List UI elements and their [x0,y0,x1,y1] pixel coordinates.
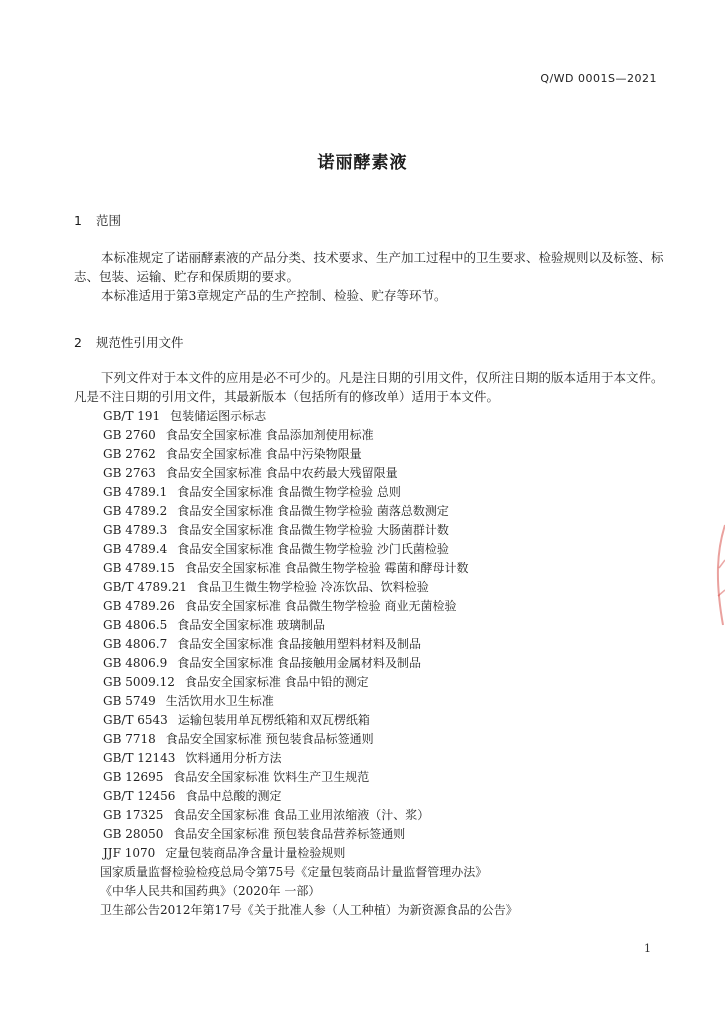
reference-title: 食品安全国家标准 食品微生物学检验 霉菌和酵母计数 [184,561,469,575]
section-1-body [74,248,664,305]
reference-code: GB 4789.26 [103,599,175,613]
reference-code: GB/T 12456 [103,789,176,803]
reference-title: 食品安全国家标准 食品微生物学检验 大肠菌群计数 [177,523,449,537]
section-1-number: 1 [74,213,82,228]
other-reference-list [100,863,518,920]
reference-code: GB/T 12143 [103,751,176,765]
reference-item [103,597,468,616]
reference-title: 食品安全国家标准 预包装食品标签通则 [165,732,374,746]
reference-code: GB 2760 [103,428,156,442]
reference-item [103,673,468,692]
reference-code: GB 12695 [103,770,164,784]
reference-item [103,426,468,445]
reference-title: 食品卫生微生物学检验 冷冻饮品、饮料检验 [196,580,429,594]
reference-item [103,806,468,825]
reference-item [103,483,468,502]
reference-title: 食品安全国家标准 食品接触用金属材料及制品 [177,656,422,670]
reference-title: 食品安全国家标准 食品微生物学检验 菌落总数测定 [177,504,449,518]
reference-code: GB/T 191 [103,409,161,423]
reference-item [103,711,468,730]
reference-item [103,616,468,635]
reference-code: GB 4789.1 [103,485,168,499]
reference-item [103,654,468,673]
section-1-title: 范围 [96,213,122,228]
reference-code: GB 28050 [103,827,164,841]
reference-item [103,844,468,863]
section-2-intro-text: 下列文件对于本文件的应用是必不可少的。凡是注日期的引用文件，仅所注日期的版本适用于本文件。凡是不注日期的引用文件，其最新版本（包括所有的修改单）适用于本文件。 [74,370,664,404]
reference-code: GB 5009.12 [103,675,175,689]
reference-title: 饮料通用分析方法 [185,751,282,765]
reference-code: JJF 1070 [103,846,156,860]
reference-item [103,787,468,806]
reference-code: GB 7718 [103,732,156,746]
reference-list [103,407,468,863]
document-title: 诺丽酵素液 [317,153,408,173]
section-2-intro [74,368,664,406]
reference-code: GB 4806.7 [103,637,168,651]
reference-title: 定量包装商品净含量计量检验规则 [165,846,346,860]
reference-title: 食品安全国家标准 食品中铅的测定 [184,675,369,689]
reference-title: 食品安全国家标准 食品微生物学检验 商业无菌检验 [184,599,457,613]
section-2-title: 规范性引用文件 [96,335,184,350]
reference-title: 食品安全国家标准 预包装食品营养标签通则 [173,827,406,841]
reference-title: 食品安全国家标准 食品微生物学检验 总则 [177,485,401,499]
reference-item [103,768,468,787]
reference-code: GB 5749 [103,694,156,708]
section-1-heading [74,211,121,229]
reference-item [103,445,468,464]
reference-title: 食品安全国家标准 玻璃制品 [177,618,326,632]
reference-code: GB 4789.15 [103,561,175,575]
red-seal-stamp-fragment [711,520,725,630]
reference-code: GB 4806.5 [103,618,168,632]
reference-code: GB/T 4789.21 [103,580,187,594]
other-reference-item: 国家质量监督检验检疫总局令第75号《定量包装商品计量监督管理办法》 [100,865,488,879]
reference-item [103,521,468,540]
reference-item [103,730,468,749]
reference-title: 食品安全国家标准 食品中农药最大残留限量 [165,466,398,480]
document-code: Q/WD 0001S—2021 [540,72,657,85]
reference-item [103,692,468,711]
reference-item [103,825,468,844]
reference-title: 食品安全国家标准 食品中污染物限量 [165,447,362,461]
reference-code: GB 2763 [103,466,156,480]
reference-item [103,464,468,483]
reference-item [103,559,468,578]
other-reference-item: 卫生部公告2012年第17号《关于批准人参（人工种植）为新资源食品的公告》 [100,903,518,917]
reference-item [103,407,468,426]
reference-title: 运输包装用单瓦楞纸箱和双瓦楞纸箱 [177,713,370,727]
reference-code: GB 2762 [103,447,156,461]
reference-title: 食品安全国家标准 食品工业用浓缩液（汁、浆） [173,808,430,822]
reference-title: 生活饮用水卫生标准 [165,694,274,708]
reference-title: 食品安全国家标准 食品添加剂使用标准 [165,428,374,442]
section-2-number: 2 [74,335,82,350]
section-1-paragraph: 本标准适用于第3章规定产品的生产控制、检验、贮存等环节。 [101,288,447,303]
page-number: 1 [644,942,651,955]
reference-code: GB 4806.9 [103,656,168,670]
reference-item [103,578,468,597]
reference-title: 食品中总酸的测定 [185,789,282,803]
reference-code: GB 17325 [103,808,164,822]
section-2-heading [74,333,184,351]
section-1-paragraph: 本标准规定了诺丽酵素液的产品分类、技术要求、生产加工过程中的卫生要求、检验规则以及标签、标志、包装、运输、贮存和保质期的要求。 [74,250,664,284]
reference-title: 包装储运图示标志 [170,409,267,423]
reference-title: 食品安全国家标准 饮料生产卫生规范 [173,770,370,784]
reference-item [103,502,468,521]
reference-item [103,635,468,654]
reference-item [103,540,468,559]
reference-title: 食品安全国家标准 食品微生物学检验 沙门氏菌检验 [177,542,449,556]
reference-item [103,749,468,768]
reference-code: GB/T 6543 [103,713,168,727]
reference-title: 食品安全国家标准 食品接触用塑料材料及制品 [177,637,422,651]
reference-code: GB 4789.3 [103,523,168,537]
reference-code: GB 4789.4 [103,542,168,556]
reference-code: GB 4789.2 [103,504,168,518]
other-reference-item: 《中华人民共和国药典》（2020年 一部） [100,884,321,898]
